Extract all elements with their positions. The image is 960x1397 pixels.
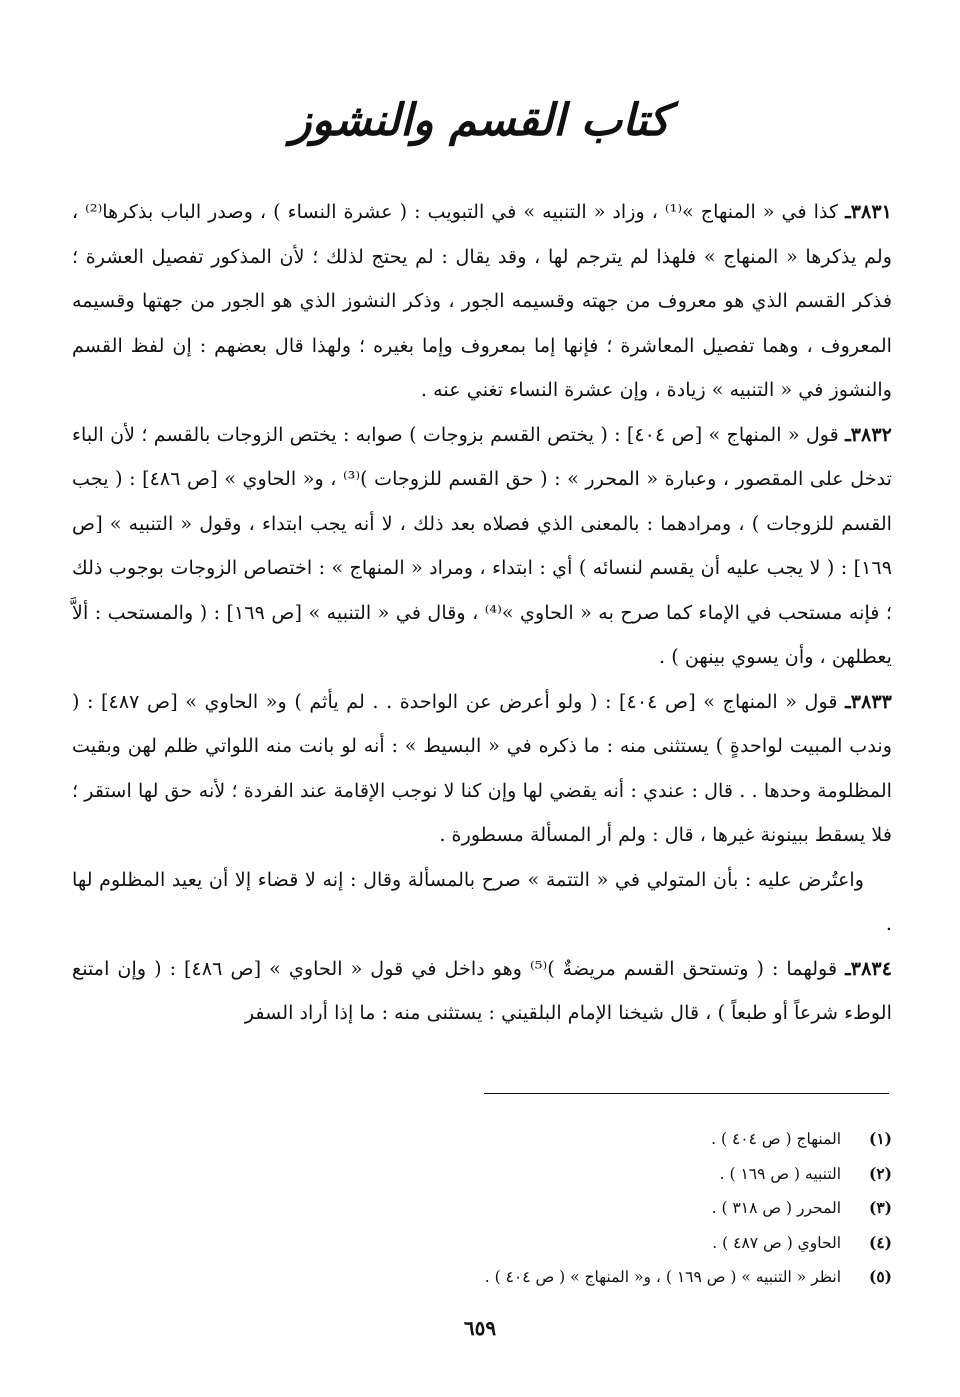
- footnote-number: (١): [868, 1129, 892, 1148]
- paragraph-text: واعتُرض عليه : بأن المتولي في « التتمة » صرح بالمسألة وقال : إنه لا قضاء إلا أن يعيد المظلوم لها .: [72, 867, 892, 935]
- main-text: [72, 190, 892, 1036]
- footnote-5: [300, 1260, 892, 1295]
- footnote-3: [300, 1191, 892, 1226]
- footnote-text: التنبيه ( ص ١٦٩ ) .: [719, 1164, 842, 1183]
- paragraph-number: ٣٨٣٣ـ: [845, 689, 892, 713]
- paragraph-number: ٣٨٣٤ـ: [845, 956, 893, 980]
- footnote-2: [300, 1157, 892, 1192]
- paragraph-3831: [72, 190, 892, 413]
- paragraph-number: ٣٨٣١ـ: [845, 200, 892, 223]
- footnote-separator: [484, 1093, 889, 1094]
- footnote-text: الحاوي ( ص ٤٨٧ ) .: [712, 1233, 842, 1252]
- footnote-number: (٢): [868, 1163, 892, 1183]
- footnote-number: (٤): [868, 1232, 892, 1252]
- footnote-1: [300, 1122, 892, 1157]
- paragraph-text: قول « المنهاج » [ص ٤٠٤] : ( ولو أعرض عن الواحدة . . لم يأثم ) و« الحاوي » [ص ٤٨٧] : ( وندب المبيت لواحدةٍ ) يستثنى منه : ما ذكره في « البسيط » : أنه لو بانت منه اللواتي ظلم لهن وبقيت المظلومة وحدها . . قال : عندي : أنه يقضي لها وإن كنا لا نوجب الإقامة عند الفردة ؛ لأنه حق لها استقر ؛ فلا يسقط ببينونة غيرها ، قال : ولم أر المسألة مسطورة .: [72, 689, 892, 846]
- page-number: ٦٥٩: [463, 1316, 497, 1340]
- paragraph-3833: [72, 680, 892, 858]
- footnotes: [300, 1122, 892, 1295]
- paragraph-number: ٣٨٣٢ـ: [845, 422, 892, 446]
- footnote-text: انظر « التنبيه » ( ص ١٦٩ ) ، و« المنهاج » ( ص ٤٠٤ ) .: [484, 1268, 842, 1286]
- paragraph-3834: [72, 947, 892, 1036]
- paragraph-text: قولهما : ( وتستحق القسم مريضةٌ )⁽⁵⁾ وهو داخل في قول « الحاوي » [ص ٤٨٦] : ( وإن امتنع الوطء شرعاً أو طبعاً ) ، قال شيخنا الإمام البلقيني : يستثنى منه : ما إذا أراد السفر: [72, 956, 892, 1024]
- footnote-number: (٣): [868, 1198, 892, 1217]
- footnote-4: [300, 1226, 892, 1261]
- footnote-text: المنهاج ( ص ٤٠٤ ) .: [711, 1130, 842, 1148]
- footnote-number: (٥): [868, 1267, 892, 1286]
- paragraph-text: كذا في « المنهاج »⁽¹⁾ ، وزاد « التنبيه » في التبويب : ( عشرة النساء ) ، وصدر الباب بذكرها⁽²⁾ ، ولم يذكرها « المنهاج » فلهذا لم يترجم لها ، وقد يقال : لم يحتج لذلك ؛ لأن المذكور تفصيل العشرة ؛ فذكر القسم الذي هو معروف من جهته وقسيمه الجور ، وذكر النشوز الذي هو الجور من جهتها وقسيمه المعروف ، وهما تفصيل المعاشرة ؛ فإنها إما بمعروف وإما بغيره ؛ ولهذا قال بعضهم : إن لفظ القسم والنشوز في « التنبيه » زيادة ، وإن عشرة النساء تغني عنه .: [72, 200, 892, 401]
- paragraph-objection: [72, 858, 892, 947]
- footnote-text: المحرر ( ص ٣١٨ ) .: [711, 1199, 842, 1217]
- chapter-title: كتاب القسم والنشوز: [290, 95, 670, 146]
- paragraph-3832: [72, 413, 892, 680]
- paragraph-text: قول « المنهاج » [ص ٤٠٤] : ( يختص القسم بزوجات ) صوابه : يختص الزوجات بالقسم ؛ لأن الباء تدخل على المقصور ، وعبارة « المحرر » : ( حق القسم للزوجات )⁽³⁾ ، و« الحاوي » [ص ٤٨٦] : ( يجب القسم للزوجات ) ، ومرادهما : بالمعنى الذي فصلاه بعد ذلك ، لا أنه يجب ابتداء ، وقول « التنبيه » [ص ١٦٩] : ( لا يجب عليه أن يقسم لنسائه ) أي : ابتداء ، ومراد « المنهاج » : اختصاص الزوجات بوجوب ذلك ؛ فإنه مستحب في الإماء كما صرح به « الحاوي »⁽⁴⁾ ، وقال في « التنبيه » [ص ١٦٩] : ( والمستحب : ألاَّ يعطلهن ، وأن يسوي بينهن ) .: [72, 422, 893, 668]
